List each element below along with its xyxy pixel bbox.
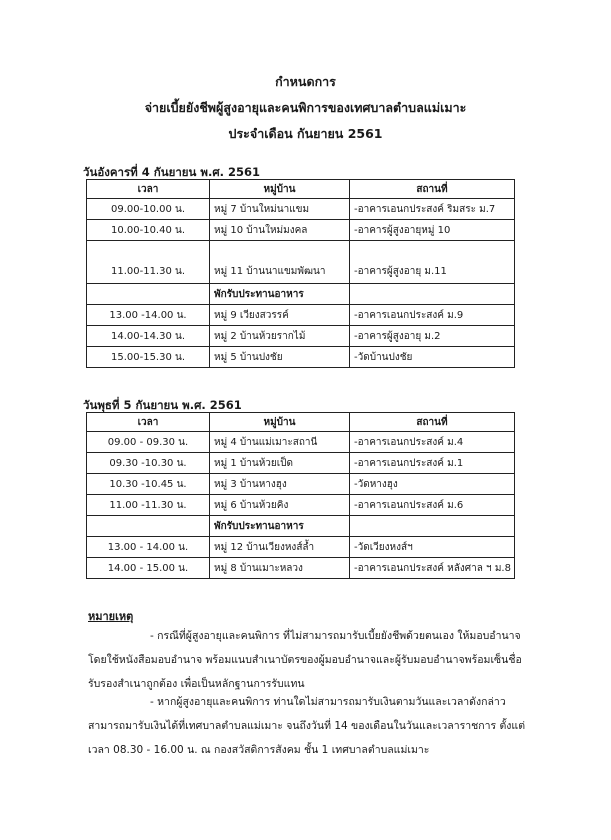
time-cell: 10.30 -10.45 น.	[87, 474, 210, 495]
place-cell: -อาคารเอนกประสงค์ หลังศาล ฯ ม.8	[350, 558, 515, 579]
village-cell: หมู่ 11 บ้านนาแขมพัฒนา	[210, 241, 350, 284]
village-cell: หมู่ 5 บ้านปงชัย	[210, 347, 350, 368]
note-paragraph-1	[88, 624, 528, 696]
header-place: สถานที่	[350, 180, 515, 199]
lunch-break-label: พักรับประทานอาหาร	[210, 284, 350, 305]
time-cell: 13.00 - 14.00 น.	[87, 537, 210, 558]
place-cell	[350, 284, 515, 305]
note-text-1: - กรณีที่ผู้สูงอายุและคนพิการ ที่ไม่สามารถมารับเบี้ยยังชีพด้วยตนเอง ให้มอบอำนาจโดยใช้หนังสือมอบอำนาจ พร้อมแนบสำเนาบัตรของผู้มอบอำนาจและผู้รับมอบอำนาจพร้อมเซ็นชื่อรับรองสำเนาถูกต้อง เพื่อเป็นหลักฐานการรับแทน	[88, 630, 522, 690]
time-cell: 14.00 - 15.00 น.	[87, 558, 210, 579]
day2-label: วันพุธที่ 5 กันยายน พ.ศ. 2561	[83, 398, 242, 412]
village-cell: หมู่ 6 บ้านห้วยคิง	[210, 495, 350, 516]
place-cell: -อาคารเอนกประสงค์ ม.9	[350, 305, 515, 326]
time-cell: 10.00-10.40 น.	[87, 220, 210, 241]
table-row	[87, 241, 515, 284]
table-header-row	[87, 413, 515, 432]
table-row	[87, 305, 515, 326]
day2-schedule-table	[86, 412, 515, 579]
table-row	[87, 199, 515, 220]
lunch-break-row	[87, 516, 515, 537]
header-village: หมู่บ้าน	[210, 180, 350, 199]
village-cell: หมู่ 3 บ้านหางฮุง	[210, 474, 350, 495]
time-cell: 11.00-11.30 น.	[87, 241, 210, 284]
place-cell: -อาคารผู้สูงอายุ ม.2	[350, 326, 515, 347]
village-cell: หมู่ 12 บ้านเวียงหงส์ล้ำ	[210, 537, 350, 558]
day1-label: วันอังคารที่ 4 กันยายน พ.ศ. 2561	[83, 165, 261, 179]
place-cell: -อาคารเอนกประสงค์ ม.4	[350, 432, 515, 453]
table-row	[87, 326, 515, 347]
time-cell: 09.00 - 09.30 น.	[87, 432, 210, 453]
time-cell: 09.30 -10.30 น.	[87, 453, 210, 474]
place-cell: -วัดบ้านปงชัย	[350, 347, 515, 368]
village-cell: หมู่ 10 บ้านใหม่มงคล	[210, 220, 350, 241]
note-text-2: - หากผู้สูงอายุและคนพิการ ท่านใดไม่สามารถมารับเงินตามวันและเวลาดังกล่าว สามารถมารับเงินได้ที่เทศบาลตำบลแม่เมาะ จนถึงวันที่ 14 ของเดือนในวันและเวลาราชการ ตั้งแต่เวลา 08.30 - 16.00 น. ณ กองสวัสดิการสังคม ชั้น 1 เทศบาลตำบลแม่เมาะ	[88, 696, 526, 756]
table-row	[87, 347, 515, 368]
header-place: สถานที่	[350, 413, 515, 432]
lunch-break-row	[87, 284, 515, 305]
header-time: เวลา	[87, 413, 210, 432]
village-cell: หมู่ 8 บ้านเมาะหลวง	[210, 558, 350, 579]
table-row	[87, 220, 515, 241]
header-time: เวลา	[87, 180, 210, 199]
place-cell: -อาคารผู้สูงอายุ ม.11	[350, 241, 515, 284]
table-row	[87, 432, 515, 453]
time-cell: 15.00-15.30 น.	[87, 347, 210, 368]
time-cell: 11.00 -11.30 น.	[87, 495, 210, 516]
place-cell: -อาคารเอนกประสงค์ ม.1	[350, 453, 515, 474]
village-cell: หมู่ 7 บ้านใหม่นาแขม	[210, 199, 350, 220]
village-cell: หมู่ 1 บ้านห้วยเป็ด	[210, 453, 350, 474]
place-cell: -อาคารผู้สูงอายุหมู่ 10	[350, 220, 515, 241]
document-month: ประจำเดือน กันยายน 2561	[228, 126, 383, 141]
place-cell: -วัดเวียงหงส์ฯ	[350, 537, 515, 558]
village-cell: หมู่ 9 เวียงสวรรค์	[210, 305, 350, 326]
table-row	[87, 558, 515, 579]
village-cell: หมู่ 4 บ้านแม่เมาะสถานี	[210, 432, 350, 453]
table-header-row	[87, 180, 515, 199]
time-cell: 09.00-10.00 น.	[87, 199, 210, 220]
place-cell	[350, 516, 515, 537]
village-cell: หมู่ 2 บ้านห้วยรากไม้	[210, 326, 350, 347]
place-cell: -วัดหางฮุง	[350, 474, 515, 495]
table-row	[87, 453, 515, 474]
table-row	[87, 537, 515, 558]
document-title: กำหนดการ	[275, 74, 336, 89]
header-village: หมู่บ้าน	[210, 413, 350, 432]
document-subtitle: จ่ายเบี้ยยังชีพผู้สูงอายุและคนพิการของเทศบาลตำบลแม่เมาะ	[144, 100, 467, 115]
table-row	[87, 495, 515, 516]
time-cell	[87, 516, 210, 537]
table-row	[87, 474, 515, 495]
note-paragraph-2	[88, 690, 528, 762]
lunch-break-label: พักรับประทานอาหาร	[210, 516, 350, 537]
time-cell: 14.00-14.30 น.	[87, 326, 210, 347]
place-cell: -อาคารเอนกประสงค์ ม.6	[350, 495, 515, 516]
day1-schedule-table	[86, 179, 515, 368]
time-cell	[87, 284, 210, 305]
place-cell: -อาคารเอนกประสงค์ ริมสระ ม.7	[350, 199, 515, 220]
notes-heading: หมายเหตุ	[88, 610, 134, 623]
time-cell: 13.00 -14.00 น.	[87, 305, 210, 326]
